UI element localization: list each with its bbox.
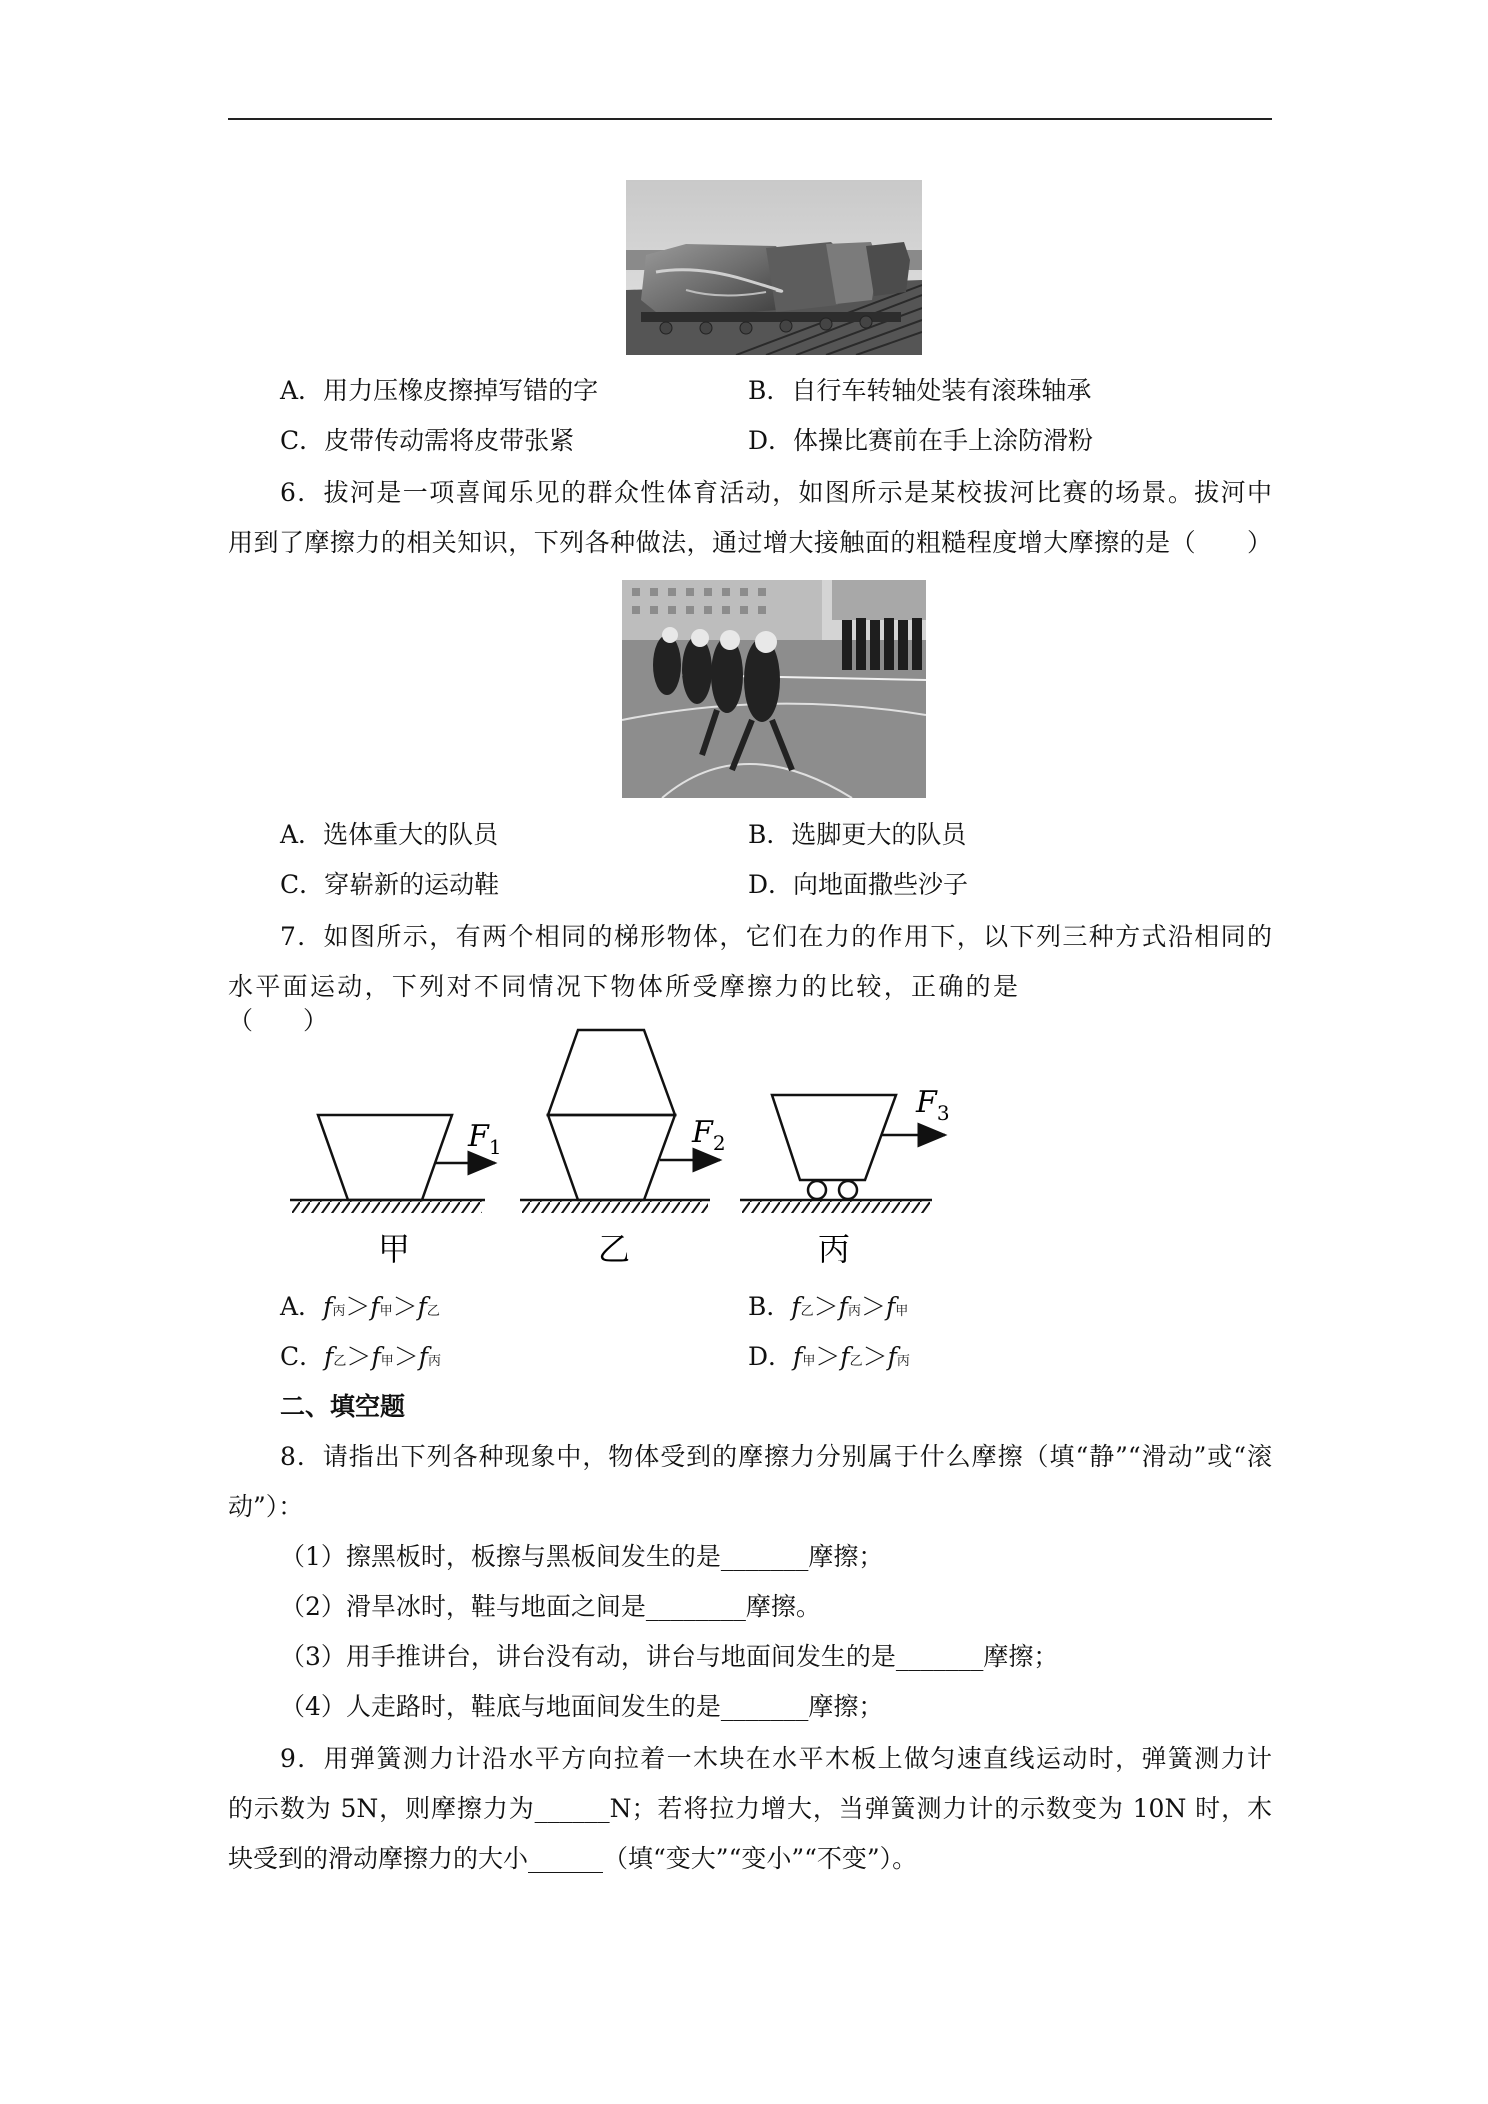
q7-stem-line2: 水平面运动，下列对不同情况下物体所受摩擦力的比较，正确的是（ ） xyxy=(228,972,1018,1035)
tug-of-war-photo xyxy=(622,580,926,798)
label-jia: 甲 xyxy=(378,1230,411,1268)
q8-item-2: （2）滑旱冰时，鞋与地面之间是________摩擦。 xyxy=(280,1592,821,1621)
q5-option-a: A．用力压橡皮擦掉写错的字 xyxy=(280,376,599,405)
q7-option-c: C．f乙＞f甲＞f丙 xyxy=(280,1342,442,1371)
stone-rollers-photo xyxy=(626,180,922,355)
q9-stem-line1: 9．用弹簧测力计沿水平方向拉着一木块在水平木板上做匀速直线运动时，弹簧测力计 xyxy=(280,1744,1272,1773)
label-bing: 丙 xyxy=(818,1230,851,1268)
q8-stem-line2: 动”）： xyxy=(228,1492,304,1521)
q7-stem-line1: 7．如图所示，有两个相同的梯形物体，它们在力的作用下，以下列三种方式沿相同的 xyxy=(280,922,1272,951)
setup-jia xyxy=(290,1115,502,1268)
q9-stem-line3: 块受到的滑动摩擦力的大小______（填“变大”“变小”“不变”）。 xyxy=(228,1844,918,1873)
q6-option-a: A．选体重大的队员 xyxy=(280,820,499,849)
force-label-f1: $F_1$ xyxy=(468,1119,502,1159)
setup-yi xyxy=(520,1030,726,1268)
q5-option-c: C．皮带传动需将皮带张紧 xyxy=(280,426,575,455)
friction-diagram xyxy=(280,1020,980,1270)
q7-option-b: B．f乙＞f丙＞f甲 xyxy=(748,1292,909,1321)
q6-option-b: B．选脚更大的队员 xyxy=(748,820,967,849)
q5-option-d: D．体操比赛前在手上涂防滑粉 xyxy=(748,426,1094,455)
q6-option-c: C．穿崭新的运动鞋 xyxy=(280,870,500,899)
label-yi: 乙 xyxy=(598,1230,631,1268)
q8-item-4: （4）人走路时，鞋底与地面间发生的是_______摩擦； xyxy=(280,1692,884,1721)
q7-option-a: A．f丙＞f甲＞f乙 xyxy=(280,1292,440,1321)
q7-option-d: D．f甲＞f乙＞f丙 xyxy=(748,1342,910,1371)
q8-item-1: （1）擦黑板时，板擦与黑板间发生的是_______摩擦； xyxy=(280,1542,884,1571)
q5-option-b: B．自行车转轴处装有滚珠轴承 xyxy=(748,376,1092,405)
q8-stem-line1: 8．请指出下列各种现象中，物体受到的摩擦力分别属于什么摩擦（填“静”“滑动”或“滚 xyxy=(280,1442,1272,1471)
section-heading-fill-in: 二、填空题 xyxy=(280,1392,406,1421)
q6-option-d: D．向地面撒些沙子 xyxy=(748,870,969,899)
q6-stem-line1: 6．拔河是一项喜闻乐见的群众性体育活动，如图所示是某校拔河比赛的场景。拔河中 xyxy=(280,478,1272,507)
header-rule xyxy=(228,118,1272,120)
q8-item-3: （3）用手推讲台，讲台没有动，讲台与地面间发生的是_______摩擦； xyxy=(280,1642,1059,1671)
force-label-f3: $F_3$ xyxy=(916,1085,950,1125)
q9-stem-line2: 的示数为 5N，则摩擦力为______N；若将拉力增大，当弹簧测力计的示数变为 10N 时，木 xyxy=(228,1794,1272,1823)
force-label-f2: $F_2$ xyxy=(692,1115,726,1155)
setup-bing xyxy=(740,1085,950,1268)
q6-stem-line2: 用到了摩擦力的相关知识，下列各种做法，通过增大接触面的粗糙程度增大摩擦的是（ ） xyxy=(228,528,1272,557)
